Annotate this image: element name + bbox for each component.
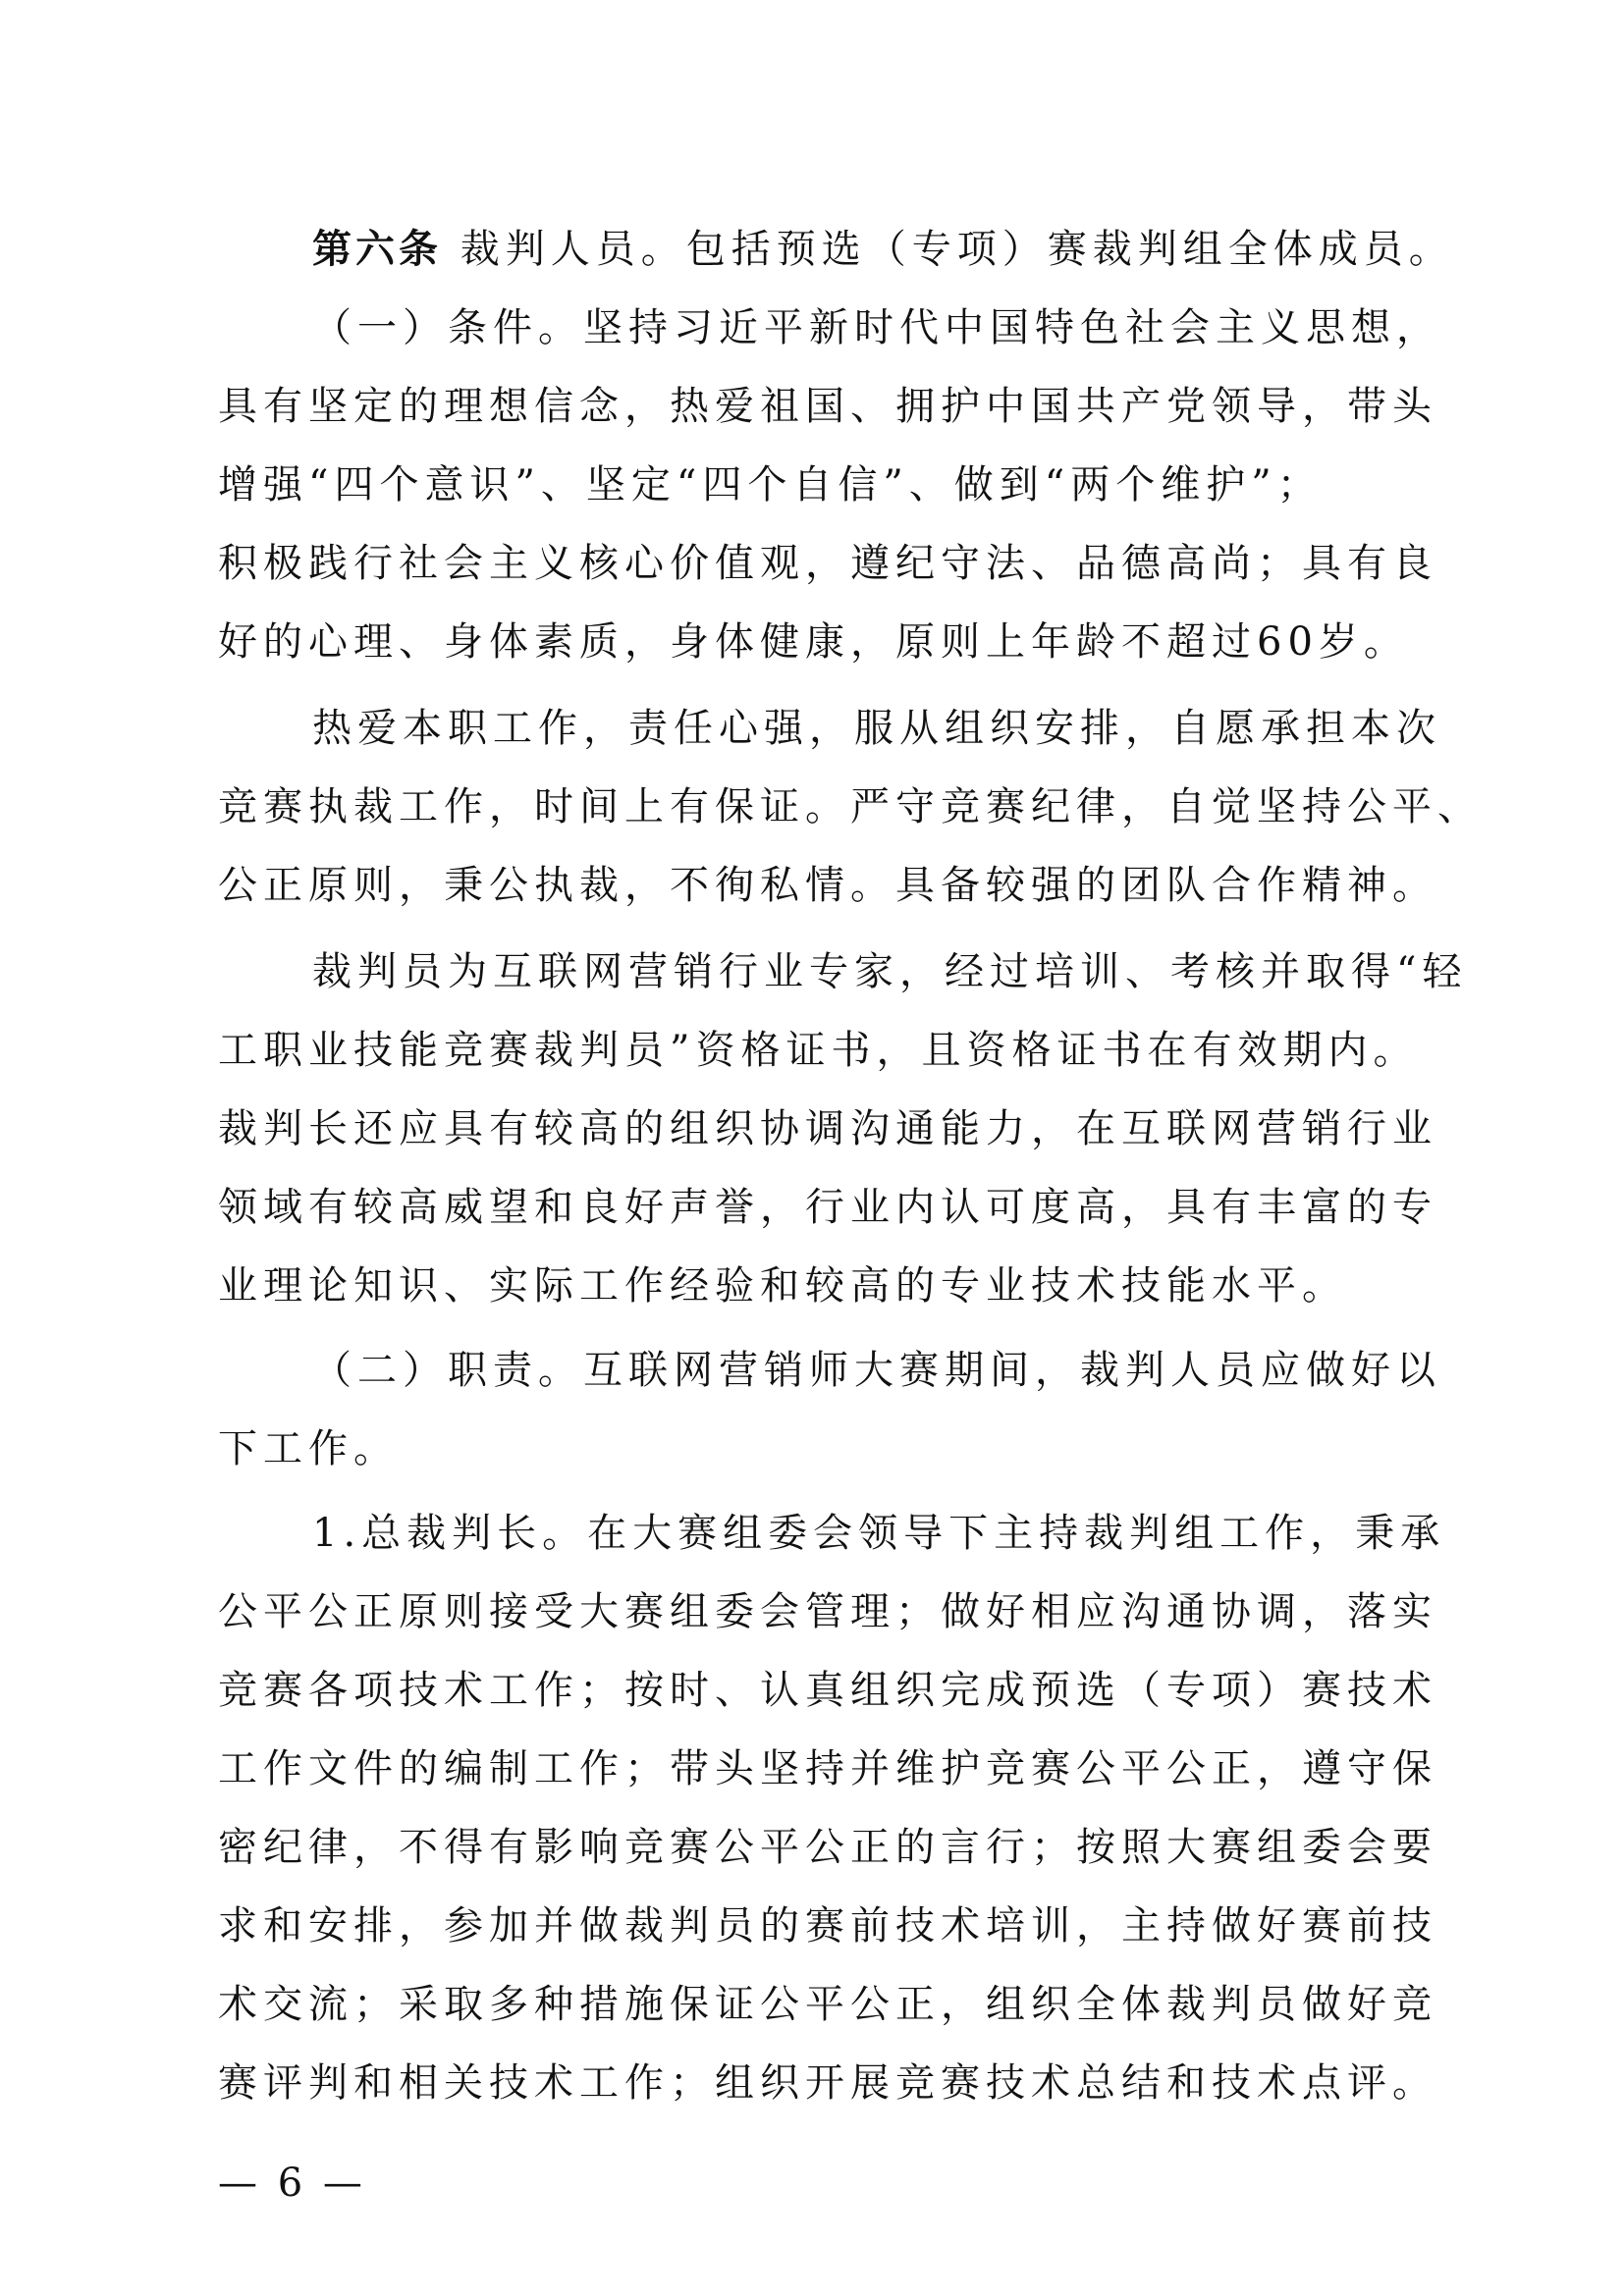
paragraph-line: 工职业技能竞赛裁判员”资格证书，且资格证书在有效期内。 [218, 1028, 1419, 1073]
page-number: — 6 — [218, 2161, 366, 2206]
paragraph-line: （一）条件。坚持习近平新时代中国特色社会主义思想， [312, 305, 1441, 350]
paragraph-line: 1.总裁判长。在大赛组委会领导下主持裁判组工作，秉承 [312, 1511, 1446, 1556]
paragraph-line: 好的心理、身体素质，身体健康，原则上年龄不超过60岁。 [218, 619, 1409, 665]
article-6-heading-text: 裁判人员。包括预选（专项）赛裁判组全体成员。 [442, 227, 1454, 272]
paragraph-line: （二）职责。互联网营销师大赛期间，裁判人员应做好以 [312, 1348, 1441, 1393]
paragraph-line: 增强“四个意识”、坚定“四个自信”、做到“两个维护”； [218, 462, 1323, 507]
article-6-heading-line [312, 222, 1454, 277]
paragraph-line: 公平公正原则接受大赛组委会管理；做好相应沟通协调，落实 [218, 1589, 1437, 1634]
paragraph-line: 赛评判和相关技术工作；组织开展竞赛技术总结和技术点评。 [218, 2060, 1437, 2106]
paragraph-line: 裁判员为互联网营销行业专家，经过培训、考核并取得“轻 [312, 949, 1468, 994]
paragraph-line: 具有坚定的理想信念，热爱祖国、拥护中国共产党领导，带头 [218, 384, 1437, 429]
paragraph-line: 热爱本职工作，责任心强，服从组织安排，自愿承担本次 [312, 706, 1441, 751]
paragraph-line: 工作文件的编制工作；带头坚持并维护竞赛公平公正，遵守保 [218, 1746, 1437, 1791]
paragraph-line: 竞赛执裁工作，时间上有保证。严守竞赛纪律，自觉坚持公平、 [218, 784, 1483, 829]
paragraph-line: 裁判长还应具有较高的组织协调沟通能力，在互联网营销行业 [218, 1106, 1437, 1151]
paragraph-line: 术交流；采取多种措施保证公平公正，组织全体裁判员做好竞 [218, 1982, 1437, 2027]
paragraph-line: 竞赛各项技术工作；按时、认真组织完成预选（专项）赛技术 [218, 1668, 1437, 1713]
paragraph-line: 领域有较高威望和良好声誉，行业内认可度高，具有丰富的专 [218, 1185, 1437, 1230]
article-6-label: 第六条 [312, 226, 442, 272]
paragraph-line: 积极践行社会主义核心价值观，遵纪守法、品德高尚；具有良 [218, 541, 1437, 586]
paragraph-line: 业理论知识、实际工作经验和较高的专业技术技能水平。 [218, 1263, 1347, 1308]
paragraph-line: 下工作。 [218, 1426, 399, 1471]
paragraph-line: 密纪律，不得有影响竞赛公平公正的言行；按照大赛组委会要 [218, 1825, 1437, 1870]
paragraph-line: 求和安排，参加并做裁判员的赛前技术培训，主持做好赛前技 [218, 1903, 1437, 1949]
paragraph-line: 公正原则，秉公执裁，不徇私情。具备较强的团队合作精神。 [218, 863, 1437, 908]
